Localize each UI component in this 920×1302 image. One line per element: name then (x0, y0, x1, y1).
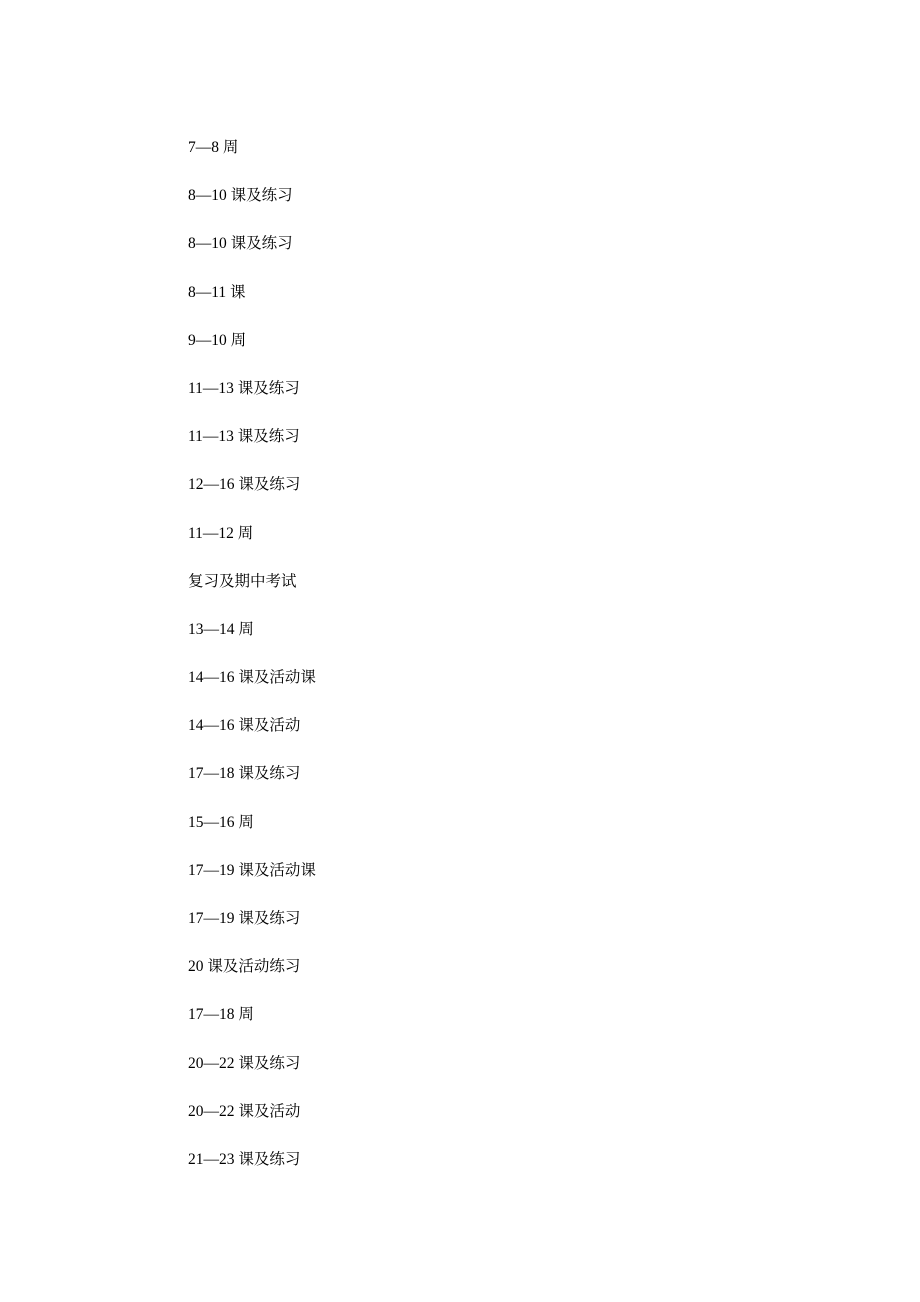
schedule-line: 8—10 课及练习 (188, 235, 293, 253)
schedule-line: 7—8 周 (188, 139, 239, 156)
schedule-line: 9—10 周 (188, 331, 247, 349)
schedule-line: 13—14 周 (188, 620, 254, 638)
schedule-line: 14—16 课及活动课 (188, 669, 316, 687)
schedule-line: 20—22 课及练习 (188, 1054, 301, 1072)
schedule-line: 11—13 课及练习 (188, 428, 300, 446)
schedule-line: 20—22 课及活动 (188, 1102, 301, 1120)
schedule-line: 17—19 课及活动课 (188, 861, 316, 879)
schedule-line: 17—18 周 (188, 1006, 254, 1024)
schedule-line: 11—13 课及练习 (188, 379, 300, 397)
schedule-line: 12—16 课及练习 (188, 476, 301, 494)
schedule-line: 11—12 周 (188, 524, 254, 542)
schedule-line: 8—11 课 (188, 283, 246, 301)
schedule-line: 21—23 课及练习 (188, 1150, 301, 1168)
schedule-line: 15—16 周 (188, 813, 254, 831)
schedule-line: 8—10 课及练习 (188, 187, 293, 205)
schedule-line: 17—18 课及练习 (188, 765, 301, 783)
schedule-line: 复习及期中考试 (188, 572, 297, 590)
schedule-list (188, 137, 316, 1197)
schedule-line: 14—16 课及活动 (188, 717, 301, 735)
schedule-line: 17—19 课及练习 (188, 910, 301, 927)
schedule-line: 20 课及活动练习 (188, 958, 301, 976)
